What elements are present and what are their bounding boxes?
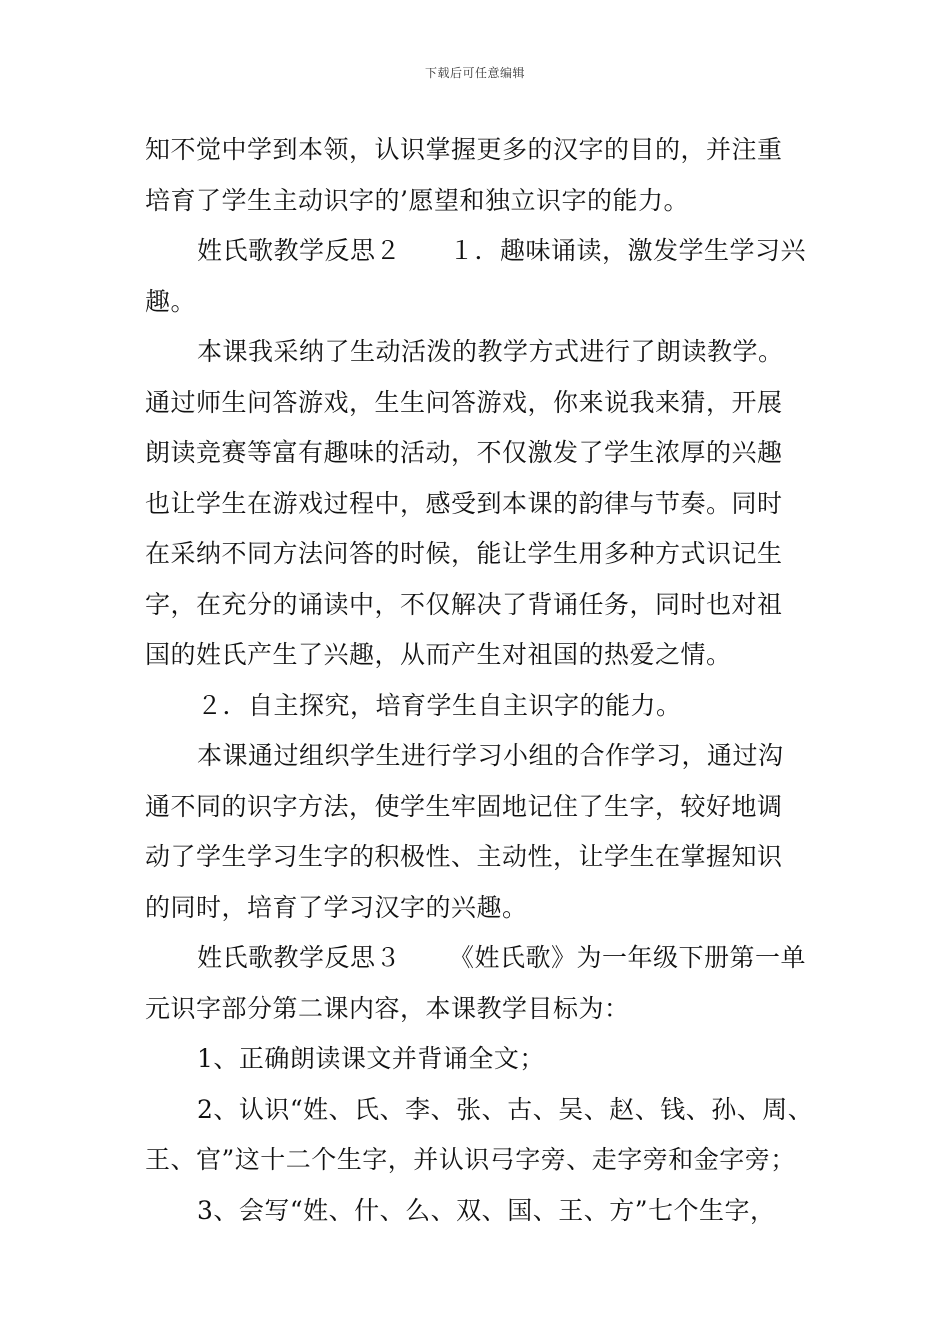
document-body bbox=[145, 125, 814, 1236]
text-line: 元识字部分第二课内容，本课教学目标为： bbox=[145, 993, 630, 1023]
list-item-line: 1、正确朗读课文并背诵全文； bbox=[197, 1044, 545, 1073]
text-line: 王、官”这十二个生字，并认识弓字旁、走字旁和金字旁； bbox=[145, 1145, 796, 1174]
paragraph-start-line: 本课我采纳了生动活泼的教学方式进行了朗读教学。 bbox=[197, 337, 784, 366]
text-line: 趣。 bbox=[145, 286, 197, 316]
text-line: 动了学生学习生字的积极性、主动性，让学生在掌握知识 bbox=[145, 842, 783, 871]
page-header: 下载后可任意编辑 bbox=[424, 66, 525, 80]
text-line: 通不同的识字方法，使学生牢固地记住了生字，较好地调 bbox=[145, 791, 783, 821]
text-line: 通过师生问答游戏，生生问答游戏，你来说我来猜，开展 bbox=[145, 387, 783, 417]
text-line: 国的姓氏产生了兴趣，从而产生对祖国的热爱之情。 bbox=[145, 640, 732, 669]
text-line: 也让学生在游戏过程中，感受到本课的韵律与节奏。同时 bbox=[145, 488, 783, 518]
paragraph-start-line: 本课通过组织学生进行学习小组的合作学习，通过沟 bbox=[197, 741, 784, 770]
list-item-line: 2、认识“姓、氏、李、张、古、吴、赵、钱、孙、周、 bbox=[197, 1094, 814, 1124]
text-line: 在采纳不同方法问答的时候，能让学生用多种方式识记生 bbox=[145, 539, 783, 568]
text-line: 知不觉中学到本领，认识掌握更多的汉字的目的，并注重 bbox=[145, 135, 783, 164]
text-line: 的同时，培育了学习汉字的兴趣。 bbox=[145, 892, 528, 922]
text-line: 培育了学生主动识字的’愿望和独立识字的能力。 bbox=[145, 185, 689, 215]
text-line: 字，在充分的诵读中，不仅解决了背诵任务，同时也对祖 bbox=[145, 589, 783, 619]
section-heading-line: 姓氏歌教学反思２ １．趣味诵读，激发学生学习兴 bbox=[197, 236, 807, 265]
list-item-line: 3、会写“姓、什、么、双、国、王、方”七个生字， bbox=[197, 1195, 776, 1225]
text-line: 朗读竞赛等富有趣味的活动，不仅激发了学生浓厚的兴趣 bbox=[145, 438, 783, 467]
section-heading-line: 姓氏歌教学反思３ 《姓氏歌》为一年级下册第一单 bbox=[197, 943, 807, 972]
numbered-heading-line: ２．自主探究，培育学生自主识字的能力。 bbox=[197, 690, 682, 720]
